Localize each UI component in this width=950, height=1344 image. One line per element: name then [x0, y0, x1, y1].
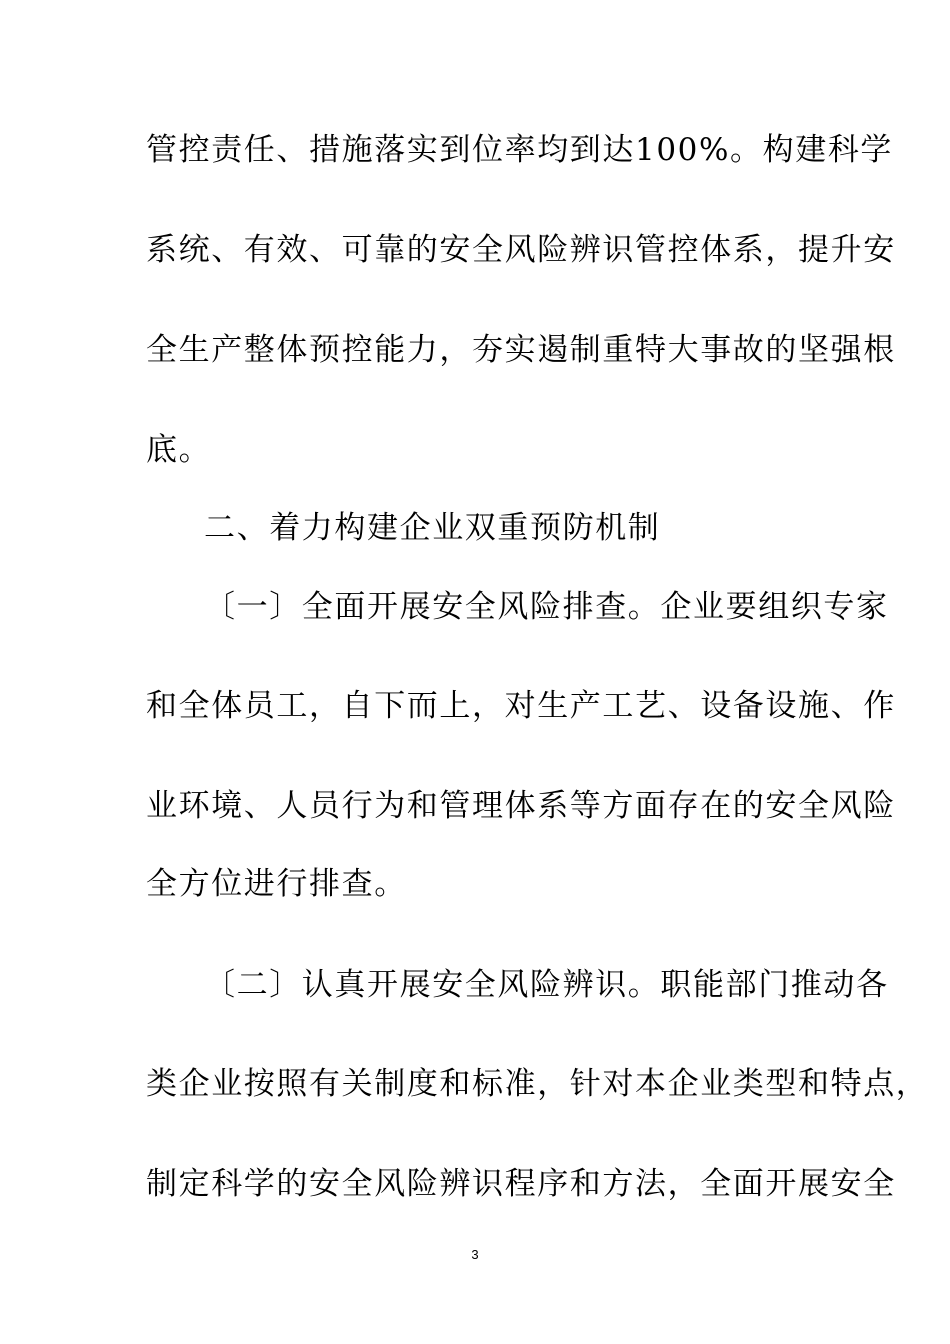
paragraph-line: 〔二〕认真开展安全风险辨识。职能部门推动各	[204, 967, 889, 1003]
paragraph-line: 〔一〕全面开展安全风险排查。企业要组织专家	[204, 589, 889, 625]
paragraph-line: 业环境、人员行为和管理体系等方面存在的安全风险	[146, 788, 896, 824]
page-number: 3	[471, 1247, 479, 1262]
paragraph-line: 制定科学的安全风险辨识程序和方法，全面开展安全	[146, 1166, 896, 1202]
paragraph-line: 系统、有效、可靠的安全风险辨识管控体系，提升安	[146, 232, 896, 268]
paragraph-line: 类企业按照有关制度和标准，针对本企业类型和特点，	[146, 1066, 929, 1102]
paragraph-line: 全生产整体预控能力，夯实遏制重特大事故的坚强根	[146, 332, 896, 368]
paragraph-line: 全方位进行排查。	[146, 866, 407, 902]
paragraph-line: 和全体员工，自下而上，对生产工艺、设备设施、作	[146, 688, 896, 724]
section-heading: 二、着力构建企业双重预防机制	[204, 510, 661, 546]
paragraph-line: 管控责任、措施落实到位率均到达100%。构建科学	[146, 132, 894, 168]
paragraph-line: 底。	[146, 432, 212, 468]
